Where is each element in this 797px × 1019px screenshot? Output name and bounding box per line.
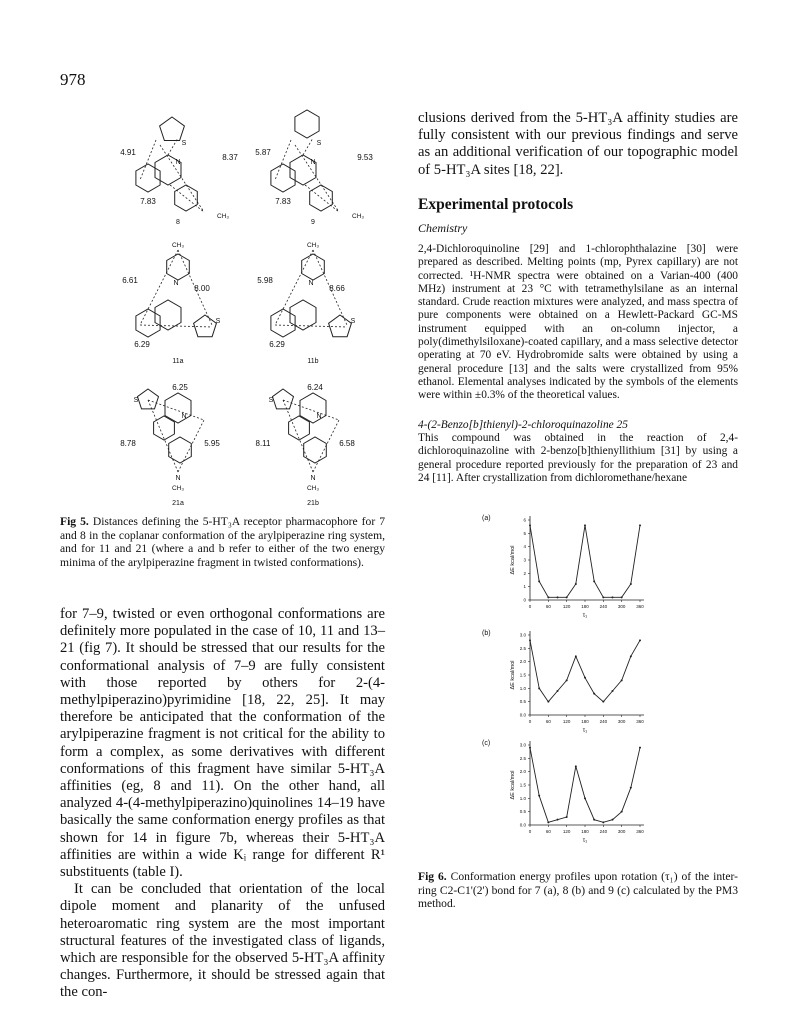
data-point <box>602 596 604 598</box>
methyl-label: CH₃ <box>171 242 185 249</box>
data-point <box>566 816 568 818</box>
x-tick-label: 240 <box>599 719 608 724</box>
data-point <box>630 655 632 657</box>
panel-label: (b) <box>482 630 491 637</box>
data-point <box>584 677 586 679</box>
nitrogen-atom-label-2: N <box>310 475 316 482</box>
data-point <box>612 690 614 692</box>
structure-21b <box>256 383 356 507</box>
sulfur-atom-label: S <box>181 140 187 147</box>
data-point <box>602 821 604 823</box>
thiophene-ring <box>329 315 352 337</box>
figure-6-caption-text: Conformation energy profiles upon rotation (τ₁) of the inter-ring C2-C1'(2') bond for 7 (a), 8 (b) and 9 (c) calculated by the PM3 method. <box>418 870 738 911</box>
distance-label-1: 4.91 <box>120 148 136 157</box>
y-tick-label: 1.0 <box>519 795 526 801</box>
y-tick-label: 2.5 <box>519 755 526 761</box>
chart-panel-0 <box>482 515 644 619</box>
x-tick-label: 0 <box>528 604 532 609</box>
left-paragraph-2: It can be concluded that orientation of the local dipole moment and planarity of the unfused heteroaromatic ring system are the most important structural features of the investigated class of ligands, which are responsible for the observed 5-HT₃A affinity changes. Furthermore, it should be stressed again that the con- <box>60 881 385 1001</box>
x-tick-label: 60 <box>545 829 551 834</box>
figure-5-caption-text: Distances defining the 5-HT₃A receptor pharmacophore for 7 and 8 in the coplanar conformation of the arylpiperazine ring system, and for 11 and 21 (where a and b refer to either of the two energy minima of the arylpiperazine fragment in twisted conformations). <box>60 515 386 569</box>
y-tick-label: 2 <box>523 570 526 576</box>
x-tick-label: 300 <box>617 719 626 724</box>
data-point <box>602 701 604 703</box>
data-point <box>575 583 577 585</box>
x-tick-label: 240 <box>599 829 608 834</box>
sulfur-atom-label: S <box>316 140 322 147</box>
compound-paragraph: This compound was obtained in the reaction of 2,4-dichloroquinazoline with 2-benzo[b]thienyllithium [31] by using a general procedure reported previously for the preparation of 23 and 24 [11]. After crystallization from dichloromethane/hexane <box>418 432 738 484</box>
x-tick-label: 60 <box>545 604 551 609</box>
nitrogen-atom-label: N <box>310 159 316 166</box>
structure-21a <box>120 383 220 507</box>
right-intro-paragraph: clusions derived from the 5-HT₃A affinity studies are fully consistent with our previous findings and serve as an additional verification of our topographic model of 5-HT₃A sites [18, 22]. <box>418 110 738 178</box>
x-tick-label: 60 <box>545 719 551 724</box>
left-paragraph-1: for 7–9, twisted or even orthogonal conformations are definitely more populated in the case of 10, 11 and 13–21 (fig 7). It should be stressed that our results for the conformational analysis of 7–9 are fully consistent with those reported by others for 2-(4-methylpiperazino)pyrimidine [18, 22, 25]. It may therefore be anticipated that the conformation of the arylpiperazine fragment is not critical for the ability to form a complex, as some derivatives with different conformations of this fragment have similar 5-HT₃A affinities (eg, 8 and 11). On the other hand, all analyzed 4-(4-methylpiperazino)quinolines 14–19 have basically the same conformation energy profiles as that shown for 14 in figure 7b, whereas their 5-HT₃A affinities are within a wide Kᵢ range for different R¹ substituents (table I). <box>60 606 385 881</box>
x-tick-label: 240 <box>599 604 608 609</box>
data-point <box>630 583 632 585</box>
panel-label: (a) <box>482 515 491 522</box>
data-point <box>529 747 531 749</box>
structure-11a <box>122 242 220 365</box>
piperazine-ring <box>167 254 190 280</box>
x-tick-label: 360 <box>636 829 644 834</box>
data-point <box>529 524 531 526</box>
data-point <box>612 819 614 821</box>
y-axis-label: ΔE kcal/mol <box>510 545 516 575</box>
data-point <box>612 596 614 598</box>
structure-8 <box>120 117 238 226</box>
compound-label: 8 <box>176 219 180 226</box>
x-tick-label: 300 <box>617 604 626 609</box>
y-tick-label: 6 <box>523 517 526 523</box>
y-tick-label: 1.5 <box>519 782 526 788</box>
figure-5-structures <box>90 100 380 507</box>
sulfur-atom-label: S <box>215 318 221 325</box>
section-heading: Experimental protocols <box>418 196 574 213</box>
distance-label-3: 6.29 <box>134 340 150 349</box>
x-tick-label: 120 <box>562 604 571 609</box>
compound-label: 11b <box>307 358 319 365</box>
x-tick-label: 360 <box>636 604 644 609</box>
figure-5-caption <box>60 515 385 569</box>
x-tick-label: 360 <box>636 719 644 724</box>
data-point <box>639 524 641 526</box>
y-tick-label: 2.0 <box>519 769 526 775</box>
y-tick-label: 1.0 <box>519 685 526 691</box>
nitrogen-atom-label-2: N <box>175 475 181 482</box>
figure-6-charts <box>460 508 690 848</box>
thiophene-ring <box>138 389 159 409</box>
distance-label-3: 7.83 <box>275 197 291 206</box>
methyl-label: CH₃ <box>306 242 320 249</box>
thiophene-ring <box>273 389 294 409</box>
data-point <box>584 524 586 526</box>
distance-label-1: 5.98 <box>257 276 273 285</box>
y-tick-label: 2.5 <box>519 645 526 651</box>
data-point <box>593 580 595 582</box>
x-axis-label: τ₁ <box>582 613 588 619</box>
x-tick-label: 300 <box>617 829 626 834</box>
data-point <box>557 596 559 598</box>
chart-panel-2 <box>482 740 644 844</box>
x-tick-label: 180 <box>581 604 589 609</box>
figure-5-caption-label: Fig 5. <box>60 515 89 528</box>
piperazine-ring <box>302 254 325 280</box>
x-tick-label: 0 <box>528 719 532 724</box>
x-tick-label: 120 <box>562 719 571 724</box>
data-point <box>547 596 549 598</box>
distance-label-3: 7.83 <box>140 197 156 206</box>
aryl-ring <box>160 117 185 141</box>
x-tick-label: 120 <box>562 829 571 834</box>
compound-label: 9 <box>311 219 315 226</box>
data-point <box>529 639 531 641</box>
y-tick-label: 5 <box>523 530 526 536</box>
y-tick-label: 0.5 <box>519 809 526 815</box>
y-tick-label: 3 <box>523 557 526 563</box>
methyl-label: CH₃ <box>171 485 185 492</box>
distance-label-2: 9.53 <box>357 153 373 162</box>
distance-label-3: 5.95 <box>204 439 220 448</box>
left-column-body <box>60 606 385 1002</box>
distance-label-2: 8.00 <box>194 284 210 293</box>
subsection-heading: Chemistry <box>418 221 468 235</box>
data-point <box>547 701 549 703</box>
distance-label-3: 6.58 <box>339 439 355 448</box>
distance-label-2: 8.11 <box>255 439 271 448</box>
data-point <box>639 639 641 641</box>
y-axis-label: ΔE kcal/mol <box>510 770 516 800</box>
y-tick-label: 3.0 <box>519 742 526 748</box>
structure-9 <box>255 110 373 226</box>
y-tick-label: 3.0 <box>519 632 526 638</box>
nitrogen-atom-label: N <box>308 280 314 287</box>
data-point <box>557 819 559 821</box>
series-line <box>530 525 640 597</box>
x-tick-label: 0 <box>528 829 532 834</box>
series-line <box>530 748 640 823</box>
data-point <box>566 679 568 681</box>
data-point <box>621 679 623 681</box>
figure-6-caption-label: Fig 6. <box>418 870 447 883</box>
y-tick-label: 4 <box>523 544 526 550</box>
data-point <box>593 693 595 695</box>
compound-label: 21b <box>307 500 319 507</box>
data-point <box>584 797 586 799</box>
methyl-label: CH₃ <box>352 213 365 220</box>
piperazine-ring <box>304 437 327 463</box>
y-tick-label: 0.0 <box>519 712 526 718</box>
data-point <box>538 795 540 797</box>
data-point <box>566 596 568 598</box>
aryl-ring <box>295 110 319 138</box>
compound-label: 11a <box>172 358 184 365</box>
nitrogen-atom-label: N <box>316 413 322 420</box>
figure-5 <box>90 100 380 507</box>
distance-label-1: 6.24 <box>307 383 323 392</box>
sulfur-atom-label: S <box>268 397 274 404</box>
data-point <box>575 765 577 767</box>
distance-label-2: 8.78 <box>120 439 136 448</box>
chart-panel-1 <box>482 630 644 734</box>
distance-label-2: 8.66 <box>329 284 345 293</box>
data-point <box>621 596 623 598</box>
x-axis-label: τ₁ <box>582 728 588 734</box>
distance-label-1: 5.87 <box>255 148 271 157</box>
nitrogen-atom-label: N <box>175 159 181 166</box>
distance-label-1: 6.61 <box>122 276 138 285</box>
distance-label-2: 8.37 <box>222 153 238 162</box>
compound-title: 4-(2-Benzo[b]thienyl)-2-chloroquinazoline 25 <box>418 419 628 431</box>
distance-label-3: 6.29 <box>269 340 285 349</box>
structure-11b <box>257 242 355 365</box>
x-tick-label: 180 <box>581 719 589 724</box>
sulfur-atom-label: S <box>133 397 139 404</box>
data-point <box>639 747 641 749</box>
piperazine-ring <box>169 437 192 463</box>
sulfur-atom-label: S <box>350 318 356 325</box>
data-point <box>538 580 540 582</box>
methyl-label: CH₃ <box>306 485 320 492</box>
panel-label: (c) <box>482 740 491 747</box>
figure-6 <box>460 508 690 848</box>
series-line <box>530 640 640 701</box>
data-point <box>630 787 632 789</box>
data-point <box>557 690 559 692</box>
y-tick-label: 0 <box>523 597 526 603</box>
y-tick-label: 1 <box>523 584 526 590</box>
compound-label: 21a <box>172 500 184 507</box>
y-tick-label: 0.0 <box>519 822 526 828</box>
figure-6-caption <box>418 870 738 911</box>
chemistry-paragraph: 2,4-Dichloroquinoline [29] and 1-chlorophthalazine [30] were prepared as described. Melting points (mp, Pyrex capillary) are not corrected. ¹H-NMR spectra were obtained on a Varian-400 (400 MHz) instrument at 23 °C with tetramethylsilane as an internal standard. Crude reaction mixtures were analyzed, and mass spectra of pure components were obtained on a Hewlett-Packard GC-MS instrument equipped with an on-column injector, a poly(dimethylsiloxane)-coated capillary, and a mass selective detector operating at 70 eV. Hydrobromide salts were obtained by using a general procedure [13] and the salts were crystallized from 95% ethanol. Elemental analyses indicated by the symbols of the elements were within ±0.3% of the theoretical values. <box>418 243 738 402</box>
nitrogen-atom-label: N <box>181 413 187 420</box>
methyl-label: CH₃ <box>217 213 230 220</box>
y-tick-label: 2.0 <box>519 659 526 665</box>
y-axis-label: ΔE kcal/mol <box>510 660 516 690</box>
data-point <box>593 819 595 821</box>
data-point <box>547 821 549 823</box>
data-point <box>621 811 623 813</box>
data-point <box>575 655 577 657</box>
y-tick-label: 0.5 <box>519 699 526 705</box>
distance-label-1: 6.25 <box>172 383 188 392</box>
x-tick-label: 180 <box>581 829 589 834</box>
nitrogen-atom-label: N <box>173 280 179 287</box>
data-point <box>538 687 540 689</box>
y-tick-label: 1.5 <box>519 672 526 678</box>
page-number: 978 <box>60 70 86 89</box>
thiophene-ring <box>194 315 217 337</box>
x-axis-label: τ₁ <box>582 838 588 844</box>
